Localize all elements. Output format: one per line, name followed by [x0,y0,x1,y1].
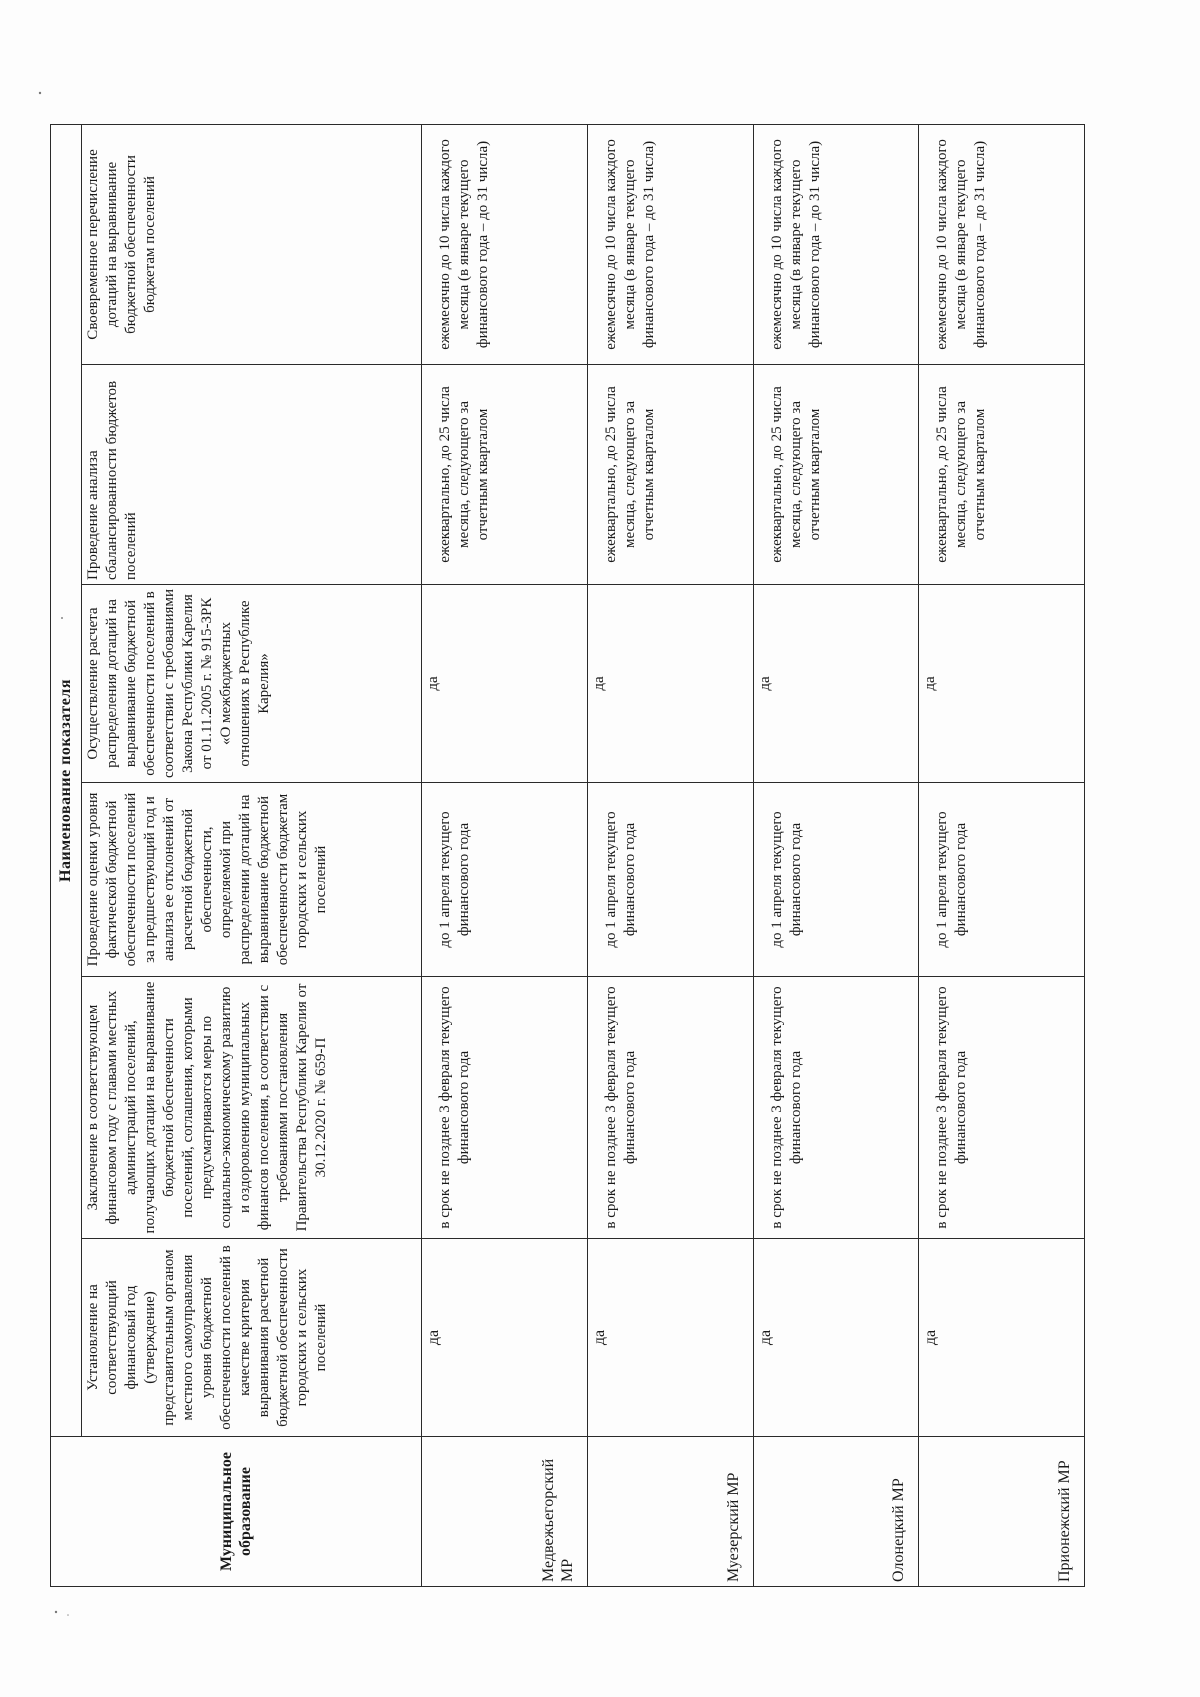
table-cell: да [422,1239,588,1437]
table-cell: в срок не позднее 3 февраля текущего финансового года [753,977,919,1239]
indicator-header-4: Осуществление расчета распределения дотаций на выравнивание бюджетной обеспеченности поселений в соответствии с требованиями Закона Республики Карелия от 01.11.2005 г. № 915-ЗРК «О межбюджетных отношениях в Республике Карелия» [81,585,422,783]
indicator-group-header: Наименование показателя [51,124,82,1436]
indicator-header-6: Своевременное перечисление дотаций на выравнивание бюджетной обеспеченности бюджетам поселений [81,124,422,364]
table-cell: до 1 апреля текущего финансового года [753,783,919,977]
table-cell: ежемесячно до 10 числа каждого месяца (в январе текущего финансового года – до 31 числа) [919,124,1085,364]
table-cell: ежеквартально, до 25 числа месяца, следующего за отчетным кварталом [919,365,1085,585]
table-cell: да [753,585,919,783]
table-cell: в срок не позднее 3 февраля текущего финансового года [919,977,1085,1239]
municipality-name: Медвежьегорский МР [422,1437,588,1587]
table-cell: да [588,585,754,783]
table-cell: в срок не позднее 3 февраля текущего финансового года [588,977,754,1239]
indicator-header-2: Заключение в соответствующем финансовом году с главами местных администраций поселений, получающих дотации на выравнивание бюджетной обеспеченности поселений, соглашения, которыми предусматриваются меры по социально-экономическому развитию и оздоровлению муниципальных финансов поселения, в соответствии с требованиями постановления Правительства Республики Карелия от 30.12.2020 г. № 659-П [81,977,422,1239]
indicator-header-5: Проведение анализа сбалансированности бюджетов поселений [81,365,422,585]
municipality-header: Муниципальное образование [51,1437,422,1587]
table-cell: ежемесячно до 10 числа каждого месяца (в январе текущего финансового года – до 31 числа) [753,124,919,364]
municipality-name: Муезерский МР [588,1437,754,1587]
table-cell: ежеквартально, до 25 числа месяца, следующего за отчетным кварталом [753,365,919,585]
table-cell: до 1 апреля текущего финансового года [919,783,1085,977]
indicator-header-3: Проведение оценки уровня фактической бюджетной обеспеченности поселений за предшествующий год и анализа ее отклонений от расчетной бюджетной обеспеченности, определяемой при распределении дотаций на выравнивание бюджетной обеспеченности бюджетам городских и сельских поселений [81,783,422,977]
table-cell: да [422,585,588,783]
table-cell: до 1 апреля текущего финансового года [588,783,754,977]
table-cell: в срок не позднее 3 февраля текущего финансового года [422,977,588,1239]
table-cell: до 1 апреля текущего финансового года [422,783,588,977]
table-cell: да [588,1239,754,1437]
indicator-header-1: Установление на соответствующий финансовый год (утверждение) представительным органом местного самоуправления уровня бюджетной обеспеченности поселений в качестве критерия выравнивания расчетной бюджетной обеспеченности городских и сельских поселений [81,1239,422,1437]
table-cell: ежеквартально, до 25 числа месяца, следующего за отчетным кварталом [422,365,588,585]
table-cell: ежемесячно до 10 числа каждого месяца (в январе текущего финансового года – до 31 числа) [588,124,754,364]
table-cell: да [753,1239,919,1437]
municipality-name: Прионежский МР [919,1437,1085,1587]
table-cell: да [919,1239,1085,1437]
municipality-name: Олонецкий МР [753,1437,919,1587]
table-cell: да [919,585,1085,783]
table-cell: ежемесячно до 10 числа каждого месяца (в январе текущего финансового года – до 31 числа) [422,124,588,364]
table-cell: ежеквартально, до 25 числа месяца, следующего за отчетным кварталом [588,365,754,585]
